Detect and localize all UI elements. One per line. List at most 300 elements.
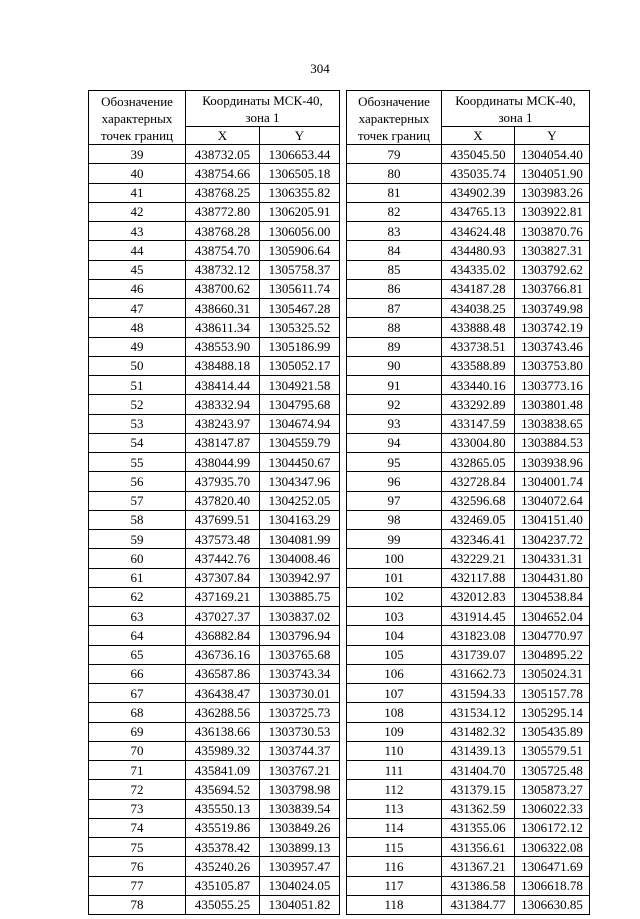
x-coordinate-cell: 435694.52 (186, 780, 260, 799)
y-coordinate-cell: 1306355.82 (260, 183, 340, 202)
y-coordinate-cell: 1303742.19 (515, 318, 590, 337)
point-number-cell: 73 (89, 799, 186, 818)
y-coordinate-cell: 1305435.89 (515, 722, 590, 741)
table-row (89, 337, 340, 356)
point-number-cell: 39 (89, 145, 186, 164)
point-number-cell: 90 (347, 356, 442, 375)
point-number-cell: 68 (89, 703, 186, 722)
y-coordinate-cell: 1303773.16 (515, 376, 590, 395)
x-coordinate-cell: 435035.74 (442, 164, 515, 183)
point-number-cell: 53 (89, 414, 186, 433)
table-row (347, 202, 590, 221)
table-row (347, 145, 590, 164)
table-row (347, 780, 590, 799)
y-coordinate-cell: 1304051.82 (260, 895, 340, 914)
y-coordinate-cell: 1303837.02 (260, 607, 340, 626)
point-number-cell: 114 (347, 818, 442, 837)
point-number-cell: 45 (89, 260, 186, 279)
table-row (89, 222, 340, 241)
table-row (347, 549, 590, 568)
x-coordinate-cell: 431914.45 (442, 607, 515, 626)
y-coordinate-cell: 1303849.26 (260, 818, 340, 837)
point-number-cell: 52 (89, 395, 186, 414)
x-coordinate-cell: 438700.62 (186, 279, 260, 298)
y-coordinate-cell: 1305052.17 (260, 356, 340, 375)
point-number-cell: 104 (347, 626, 442, 645)
y-coordinate-cell: 1305186.99 (260, 337, 340, 356)
table-row (347, 395, 590, 414)
point-label-header (89, 91, 186, 145)
x-coordinate-cell: 437573.48 (186, 530, 260, 549)
y-coordinate-cell: 1303801.48 (515, 395, 590, 414)
table-row (347, 684, 590, 703)
x-coordinate-cell: 437027.37 (186, 607, 260, 626)
y-coordinate-cell: 1304795.68 (260, 395, 340, 414)
x-coordinate-cell: 438768.25 (186, 183, 260, 202)
point-number-cell: 75 (89, 838, 186, 857)
table-row (89, 876, 340, 895)
point-number-cell: 76 (89, 857, 186, 876)
table-row (89, 761, 340, 780)
point-number-cell: 65 (89, 645, 186, 664)
table-row (89, 145, 340, 164)
point-number-cell: 43 (89, 222, 186, 241)
point-label-line: Обозначение (101, 94, 173, 109)
point-number-cell: 116 (347, 857, 442, 876)
y-coordinate-cell: 1306172.12 (515, 818, 590, 837)
x-coordinate-cell: 438044.99 (186, 453, 260, 472)
y-coordinate-cell: 1303922.81 (515, 202, 590, 221)
table-row (89, 645, 340, 664)
y-coordinate-cell: 1304163.29 (260, 510, 340, 529)
x-coordinate-cell: 438243.97 (186, 414, 260, 433)
table-row (347, 626, 590, 645)
point-number-cell: 102 (347, 587, 442, 606)
table-row (347, 530, 590, 549)
y-coordinate-cell: 1303744.37 (260, 741, 340, 760)
y-coordinate-cell: 1304347.96 (260, 472, 340, 491)
x-coordinate-cell: 431482.32 (442, 722, 515, 741)
point-number-cell: 54 (89, 433, 186, 452)
x-coordinate-cell: 433588.89 (442, 356, 515, 375)
table-row (347, 279, 590, 298)
table-row (347, 376, 590, 395)
point-number-cell: 62 (89, 587, 186, 606)
point-number-cell: 110 (347, 741, 442, 760)
table-row (89, 202, 340, 221)
x-coordinate-cell: 435240.26 (186, 857, 260, 876)
table-row (89, 164, 340, 183)
y-coordinate-cell: 1305758.37 (260, 260, 340, 279)
y-coordinate-cell: 1303766.81 (515, 279, 590, 298)
point-number-cell: 60 (89, 549, 186, 568)
y-coordinate-cell: 1306022.33 (515, 799, 590, 818)
x-coordinate-cell: 435055.25 (186, 895, 260, 914)
x-coordinate-cell: 431356.61 (442, 838, 515, 857)
y-coordinate-cell: 1304895.22 (515, 645, 590, 664)
x-coordinate-cell: 437699.51 (186, 510, 260, 529)
x-coordinate-cell: 432117.88 (442, 568, 515, 587)
x-coordinate-cell: 438488.18 (186, 356, 260, 375)
y-coordinate-cell: 1304921.58 (260, 376, 340, 395)
table-row (89, 395, 340, 414)
x-coordinate-cell: 431662.73 (442, 664, 515, 683)
table-row (347, 414, 590, 433)
x-coordinate-cell: 433888.48 (442, 318, 515, 337)
y-coordinate-cell: 1304237.72 (515, 530, 590, 549)
table-row (347, 318, 590, 337)
point-number-cell: 49 (89, 337, 186, 356)
x-coordinate-cell: 432469.05 (442, 510, 515, 529)
x-coordinate-cell: 438754.66 (186, 164, 260, 183)
y-coordinate-cell: 1304008.46 (260, 549, 340, 568)
x-column-header: X (186, 127, 260, 145)
point-number-cell: 99 (347, 530, 442, 549)
y-coordinate-cell: 1304331.31 (515, 549, 590, 568)
table-row (89, 453, 340, 472)
y-coordinate-cell: 1306653.44 (260, 145, 340, 164)
table-row (347, 356, 590, 375)
y-coordinate-cell: 1306056.00 (260, 222, 340, 241)
y-coordinate-cell: 1303884.53 (515, 433, 590, 452)
point-number-cell: 106 (347, 664, 442, 683)
x-coordinate-cell: 431439.13 (442, 741, 515, 760)
x-coordinate-cell: 431379.15 (442, 780, 515, 799)
x-coordinate-cell: 434624.48 (442, 222, 515, 241)
point-number-cell: 81 (347, 183, 442, 202)
x-coordinate-cell: 433292.89 (442, 395, 515, 414)
point-label-line: точек границ (100, 128, 174, 143)
y-coordinate-cell: 1304151.40 (515, 510, 590, 529)
y-coordinate-cell: 1305906.64 (260, 241, 340, 260)
y-coordinate-cell: 1304252.05 (260, 491, 340, 510)
x-coordinate-cell: 434038.25 (442, 299, 515, 318)
y-coordinate-cell: 1303730.53 (260, 722, 340, 741)
point-number-cell: 78 (89, 895, 186, 914)
y-coordinate-cell: 1304081.99 (260, 530, 340, 549)
point-number-cell: 115 (347, 838, 442, 857)
table-row (89, 741, 340, 760)
table-row (347, 510, 590, 529)
x-coordinate-cell: 438768.28 (186, 222, 260, 241)
x-coordinate-cell: 436736.16 (186, 645, 260, 664)
point-number-cell: 96 (347, 472, 442, 491)
x-coordinate-cell: 436288.56 (186, 703, 260, 722)
table-row (89, 838, 340, 857)
point-number-cell: 112 (347, 780, 442, 799)
point-label-line: точек границ (357, 128, 431, 143)
y-coordinate-cell: 1305579.51 (515, 741, 590, 760)
table-row (347, 607, 590, 626)
coord-system-header (186, 91, 340, 127)
x-coordinate-cell: 431404.70 (442, 761, 515, 780)
point-number-cell: 40 (89, 164, 186, 183)
y-coordinate-cell: 1303765.68 (260, 645, 340, 664)
x-coordinate-cell: 431362.59 (442, 799, 515, 818)
table-row (347, 895, 590, 914)
table-row (89, 299, 340, 318)
point-number-cell: 108 (347, 703, 442, 722)
table-row (347, 703, 590, 722)
point-number-cell: 69 (89, 722, 186, 741)
x-column-header: X (442, 127, 515, 145)
point-number-cell: 85 (347, 260, 442, 279)
table-row (347, 587, 590, 606)
table-row (347, 876, 590, 895)
x-coordinate-cell: 435550.13 (186, 799, 260, 818)
x-coordinate-cell: 435841.09 (186, 761, 260, 780)
point-number-cell: 57 (89, 491, 186, 510)
point-number-cell: 87 (347, 299, 442, 318)
y-coordinate-cell: 1303885.75 (260, 587, 340, 606)
x-coordinate-cell: 438732.12 (186, 260, 260, 279)
x-coordinate-cell: 433147.59 (442, 414, 515, 433)
point-number-cell: 82 (347, 202, 442, 221)
coord-system-header (442, 91, 590, 127)
point-number-cell: 58 (89, 510, 186, 529)
y-coordinate-cell: 1303743.46 (515, 337, 590, 356)
table-row (347, 818, 590, 837)
table-row (347, 183, 590, 202)
y-coordinate-cell: 1303725.73 (260, 703, 340, 722)
y-coordinate-cell: 1305611.74 (260, 279, 340, 298)
point-number-cell: 44 (89, 241, 186, 260)
point-number-cell: 111 (347, 761, 442, 780)
x-coordinate-cell: 432229.21 (442, 549, 515, 568)
table-row (347, 241, 590, 260)
x-coordinate-cell: 438732.05 (186, 145, 260, 164)
x-coordinate-cell: 438332.94 (186, 395, 260, 414)
table-row (347, 722, 590, 741)
y-coordinate-cell: 1303838.65 (515, 414, 590, 433)
y-column-header: Y (260, 127, 340, 145)
y-coordinate-cell: 1306471.69 (515, 857, 590, 876)
table-row (89, 722, 340, 741)
x-coordinate-cell: 434765.13 (442, 202, 515, 221)
coord-label-line: Координаты МСК-40, (455, 92, 576, 108)
y-coordinate-cell: 1306630.85 (515, 895, 590, 914)
x-coordinate-cell: 433440.16 (442, 376, 515, 395)
y-coordinate-cell: 1303753.80 (515, 356, 590, 375)
x-coordinate-cell: 437935.70 (186, 472, 260, 491)
point-label-line: Обозначение (358, 94, 430, 109)
point-number-cell: 66 (89, 664, 186, 683)
table-row (89, 799, 340, 818)
x-coordinate-cell: 431355.06 (442, 818, 515, 837)
y-coordinate-cell: 1303730.01 (260, 684, 340, 703)
y-coordinate-cell: 1304431.80 (515, 568, 590, 587)
x-coordinate-cell: 435989.32 (186, 741, 260, 760)
point-number-cell: 105 (347, 645, 442, 664)
point-number-cell: 51 (89, 376, 186, 395)
point-number-cell: 107 (347, 684, 442, 703)
point-number-cell: 71 (89, 761, 186, 780)
table-row (89, 414, 340, 433)
point-number-cell: 72 (89, 780, 186, 799)
x-coordinate-cell: 433004.80 (442, 433, 515, 452)
x-coordinate-cell: 432728.84 (442, 472, 515, 491)
point-number-cell: 97 (347, 491, 442, 510)
x-coordinate-cell: 434187.28 (442, 279, 515, 298)
y-coordinate-cell: 1305873.27 (515, 780, 590, 799)
point-number-cell: 98 (347, 510, 442, 529)
y-coordinate-cell: 1304652.04 (515, 607, 590, 626)
x-coordinate-cell: 431367.21 (442, 857, 515, 876)
x-coordinate-cell: 432346.41 (442, 530, 515, 549)
point-number-cell: 77 (89, 876, 186, 895)
table-row (89, 183, 340, 202)
x-coordinate-cell: 431534.12 (442, 703, 515, 722)
table-row (347, 857, 590, 876)
table-row (89, 491, 340, 510)
x-coordinate-cell: 438611.34 (186, 318, 260, 337)
y-coordinate-cell: 1303983.26 (515, 183, 590, 202)
coordinates-table-right (346, 90, 590, 915)
x-coordinate-cell: 438553.90 (186, 337, 260, 356)
page-number: 304 (310, 61, 330, 76)
point-number-cell: 89 (347, 337, 442, 356)
y-coordinate-cell: 1304051.90 (515, 164, 590, 183)
point-number-cell: 80 (347, 164, 442, 183)
point-number-cell: 56 (89, 472, 186, 491)
y-coordinate-cell: 1303798.98 (260, 780, 340, 799)
y-coordinate-cell: 1305467.28 (260, 299, 340, 318)
coordinates-table-left (88, 90, 340, 915)
x-coordinate-cell: 435045.50 (442, 145, 515, 164)
x-coordinate-cell: 438754.70 (186, 241, 260, 260)
x-coordinate-cell: 434335.02 (442, 260, 515, 279)
table-row (89, 433, 340, 452)
y-coordinate-cell: 1304538.84 (515, 587, 590, 606)
table-row (89, 510, 340, 529)
coord-label-line: Координаты МСК-40, (202, 92, 323, 108)
y-coordinate-cell: 1306505.18 (260, 164, 340, 183)
table-row (89, 472, 340, 491)
table-row (347, 761, 590, 780)
x-coordinate-cell: 431739.07 (442, 645, 515, 664)
x-coordinate-cell: 435378.42 (186, 838, 260, 857)
point-number-cell: 118 (347, 895, 442, 914)
point-number-cell: 113 (347, 799, 442, 818)
point-number-cell: 63 (89, 607, 186, 626)
table-row (347, 664, 590, 683)
x-coordinate-cell: 437169.21 (186, 587, 260, 606)
point-number-cell: 94 (347, 433, 442, 452)
x-coordinate-cell: 437442.76 (186, 549, 260, 568)
table-row (89, 318, 340, 337)
table-row (89, 530, 340, 549)
table-row (89, 260, 340, 279)
table-row (89, 857, 340, 876)
x-coordinate-cell: 431386.58 (442, 876, 515, 895)
y-coordinate-cell: 1304072.64 (515, 491, 590, 510)
point-number-cell: 100 (347, 549, 442, 568)
table-row (347, 433, 590, 452)
table-row (347, 741, 590, 760)
point-number-cell: 67 (89, 684, 186, 703)
x-coordinate-cell: 434480.93 (442, 241, 515, 260)
x-coordinate-cell: 435519.86 (186, 818, 260, 837)
point-number-cell: 117 (347, 876, 442, 895)
table-row (89, 376, 340, 395)
y-coordinate-cell: 1303870.76 (515, 222, 590, 241)
y-coordinate-cell: 1303796.94 (260, 626, 340, 645)
coord-label-line: зона 1 (498, 109, 533, 125)
point-number-cell: 86 (347, 279, 442, 298)
table-row (89, 568, 340, 587)
y-coordinate-cell: 1305725.48 (515, 761, 590, 780)
table-row (89, 549, 340, 568)
table-row (347, 799, 590, 818)
x-coordinate-cell: 438660.31 (186, 299, 260, 318)
y-coordinate-cell: 1304054.40 (515, 145, 590, 164)
point-number-cell: 79 (347, 145, 442, 164)
point-number-cell: 42 (89, 202, 186, 221)
table-row (347, 260, 590, 279)
y-coordinate-cell: 1303942.97 (260, 568, 340, 587)
x-coordinate-cell: 432012.83 (442, 587, 515, 606)
point-number-cell: 64 (89, 626, 186, 645)
table-row (89, 703, 340, 722)
table-row (89, 607, 340, 626)
point-label-line: характерных (101, 111, 173, 126)
table-row (89, 780, 340, 799)
y-coordinate-cell: 1304024.05 (260, 876, 340, 895)
x-coordinate-cell: 431384.77 (442, 895, 515, 914)
point-number-cell: 48 (89, 318, 186, 337)
y-coordinate-cell: 1303767.21 (260, 761, 340, 780)
x-coordinate-cell: 435105.87 (186, 876, 260, 895)
point-number-cell: 59 (89, 530, 186, 549)
table-row (347, 645, 590, 664)
x-coordinate-cell: 433738.51 (442, 337, 515, 356)
table-row (347, 838, 590, 857)
y-coordinate-cell: 1303749.98 (515, 299, 590, 318)
x-coordinate-cell: 431594.33 (442, 684, 515, 703)
y-coordinate-cell: 1306322.08 (515, 838, 590, 857)
x-coordinate-cell: 436138.66 (186, 722, 260, 741)
x-coordinate-cell: 437820.40 (186, 491, 260, 510)
y-coordinate-cell: 1305325.52 (260, 318, 340, 337)
point-number-cell: 41 (89, 183, 186, 202)
y-column-header: Y (515, 127, 590, 145)
y-coordinate-cell: 1304674.94 (260, 414, 340, 433)
table-row (89, 895, 340, 914)
x-coordinate-cell: 437307.84 (186, 568, 260, 587)
y-coordinate-cell: 1303899.13 (260, 838, 340, 857)
y-coordinate-cell: 1303957.47 (260, 857, 340, 876)
point-label-line: характерных (358, 111, 430, 126)
point-number-cell: 74 (89, 818, 186, 837)
y-coordinate-cell: 1303839.54 (260, 799, 340, 818)
point-number-cell: 61 (89, 568, 186, 587)
y-coordinate-cell: 1306618.78 (515, 876, 590, 895)
table-row (347, 299, 590, 318)
y-coordinate-cell: 1303938.96 (515, 453, 590, 472)
table-row (347, 491, 590, 510)
table-row (89, 241, 340, 260)
y-coordinate-cell: 1303827.31 (515, 241, 590, 260)
y-coordinate-cell: 1303743.34 (260, 664, 340, 683)
x-coordinate-cell: 436587.86 (186, 664, 260, 683)
table-row (89, 587, 340, 606)
table-row (347, 472, 590, 491)
y-coordinate-cell: 1304450.67 (260, 453, 340, 472)
x-coordinate-cell: 432865.05 (442, 453, 515, 472)
x-coordinate-cell: 438414.44 (186, 376, 260, 395)
point-number-cell: 93 (347, 414, 442, 433)
table-row (89, 279, 340, 298)
